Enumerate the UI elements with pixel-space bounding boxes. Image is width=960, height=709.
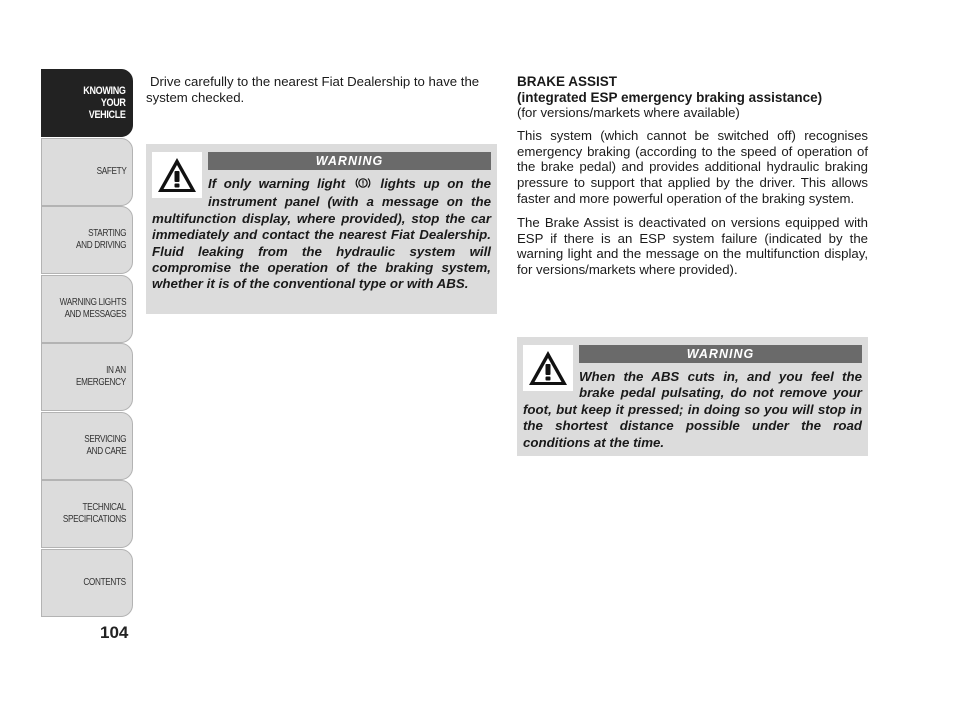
warning-text-part1: If only warning light — [208, 176, 346, 191]
tab-technical-specifications[interactable] — [41, 480, 133, 548]
tab-label: STARTING AND DRIVING — [75, 228, 126, 251]
warning-triangle-icon — [152, 152, 202, 198]
left-column — [146, 74, 496, 114]
warning-triangle-icon — [523, 345, 573, 391]
warning-text-part2: lights up on the instrument panel (with a message on the multifunction display, where provided), stop the car immediately and contact the nearest Fiat Dealership. Fluid leaking from the hydraulic system will compromise the operation of the braking system, whether it is of the conventional type or with ABS. — [152, 176, 491, 292]
warning-label: WARNING — [208, 152, 491, 170]
tab-label: TECHNICAL SPECIFICATIONS — [62, 502, 126, 525]
tab-knowing-your-vehicle[interactable] — [41, 69, 133, 137]
page-number: 104 — [100, 623, 129, 642]
tab-contents[interactable] — [41, 549, 133, 617]
warning-box-brake-fluid — [146, 144, 497, 314]
tab-label: WARNING LIGHTS AND MESSAGES — [59, 296, 126, 320]
tab-label: KNOWING YOUR VEHICLE — [83, 85, 126, 121]
warning-box-abs — [517, 337, 868, 456]
tab-label: SAFETY — [96, 165, 126, 177]
warning-label: WARNING — [579, 345, 862, 363]
section-heading-sub: (integrated ESP emergency braking assistance) — [517, 89, 823, 105]
tab-in-an-emergency[interactable] — [41, 343, 133, 411]
section-heading: BRAKE ASSIST — [517, 74, 618, 89]
tab-servicing-and-care[interactable] — [41, 412, 133, 480]
tab-label: SERVICING AND CARE — [83, 433, 126, 457]
right-column — [517, 74, 868, 286]
tab-safety[interactable] — [41, 138, 133, 206]
warning-text: When the ABS cuts in, and you feel the brake pedal pulsating, do not remove your foot, but keep it pressed; in doing so you will stop in the shortest distance possible under the road conditions at the time. — [523, 369, 862, 450]
tab-label: IN AN EMERGENCY — [76, 365, 126, 388]
tab-starting-and-driving[interactable] — [41, 206, 133, 274]
chapter-tabs — [41, 69, 133, 617]
body-paragraph: This system (which cannot be switched off) recognises emergency braking (according to the speed of operation of the brake pedal) and provides additional hydraulic braking pressure to support that applied by the driver. This allows faster and more powerful operation of the braking system. — [517, 127, 868, 206]
warning-text — [152, 176, 491, 293]
tab-warning-lights-and-messages[interactable] — [41, 275, 133, 343]
intro-paragraph: Drive carefully to the nearest Fiat Dealership to have the system checked. — [146, 74, 480, 105]
body-paragraph: The Brake Assist is deactivated on versions equipped with ESP if there is an ESP system failure (indicated by the warning light and the message on the multifunction display, for versions/markets where provided). — [517, 214, 868, 278]
availability-note: (for versions/markets where available) — [517, 105, 740, 120]
tab-label: CONTENTS — [83, 576, 126, 588]
brake-warning-icon — [355, 176, 371, 194]
